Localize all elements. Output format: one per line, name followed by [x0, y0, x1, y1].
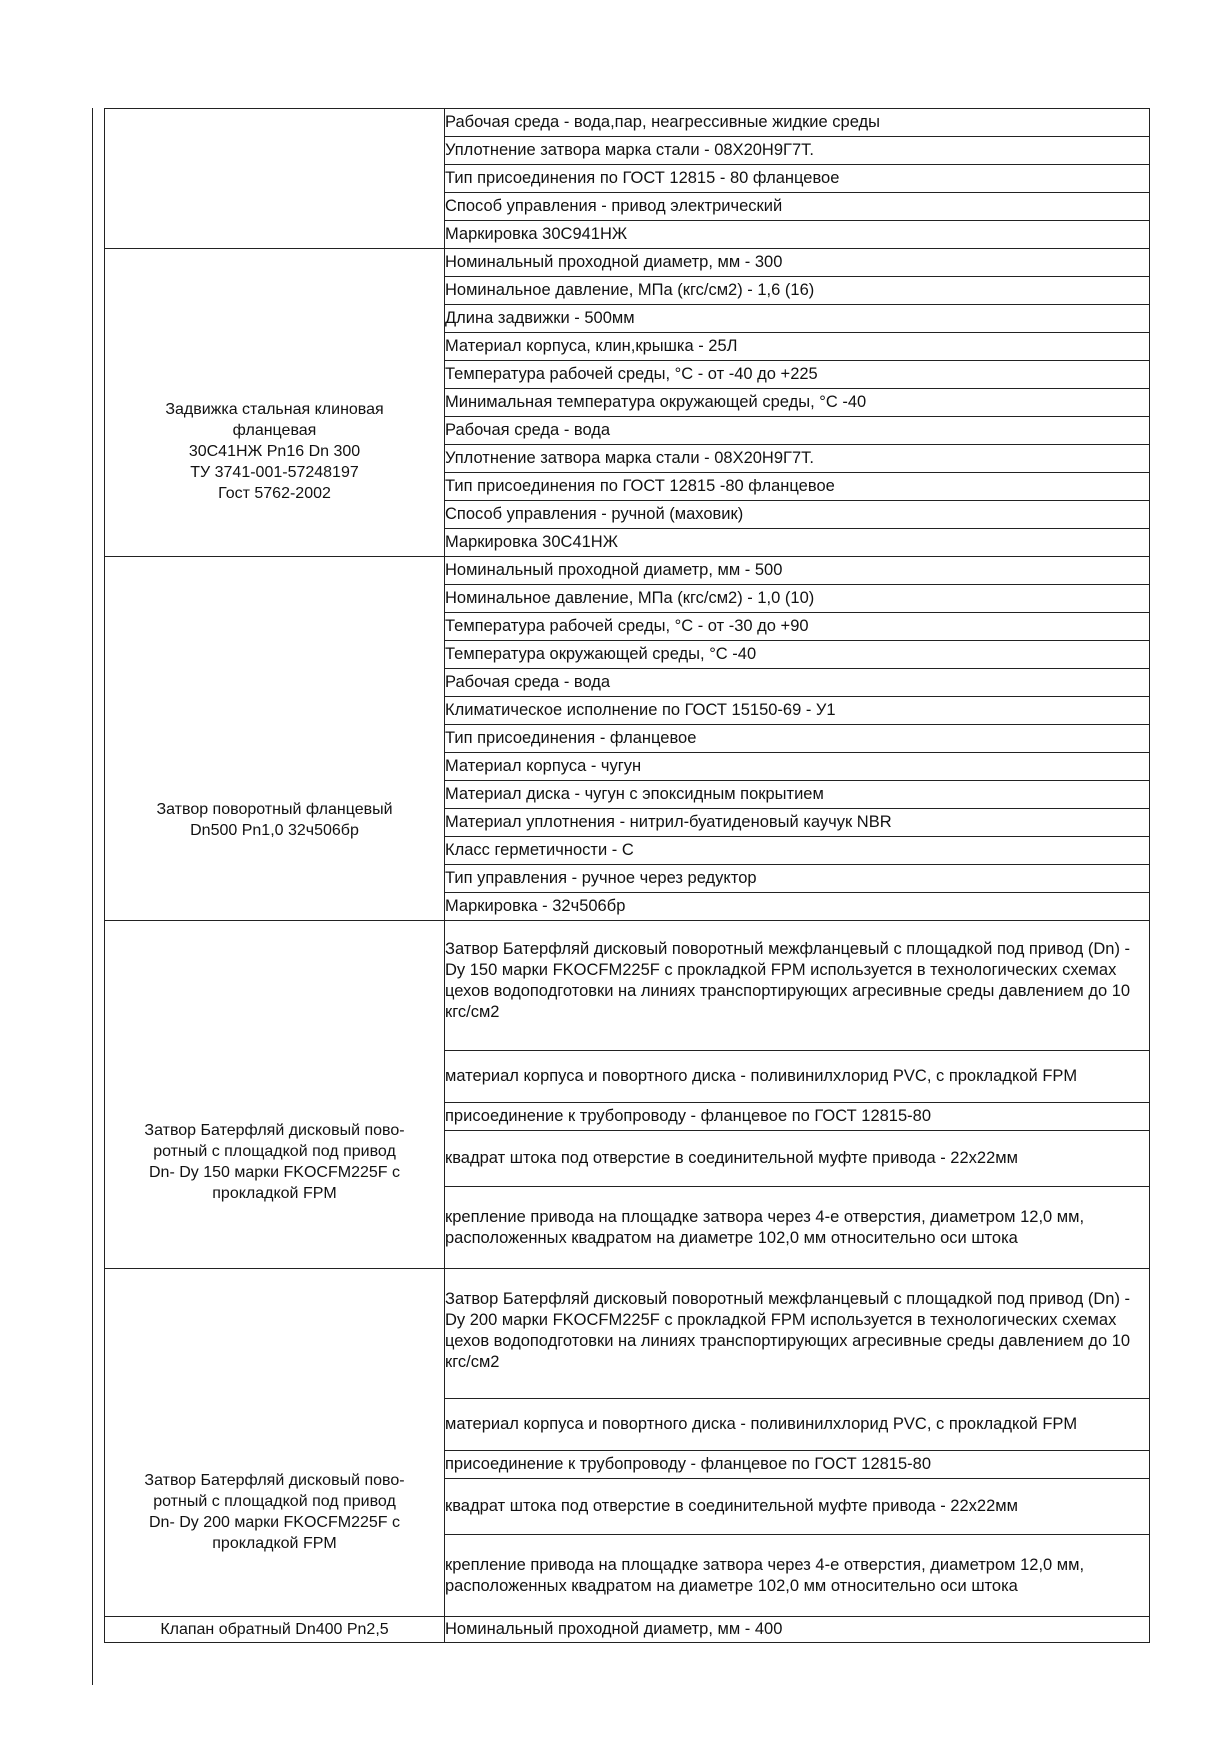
item-name-line: прокладкой FPM — [212, 1184, 337, 1202]
property-cell: Тип присоединения - фланцевое — [445, 725, 1150, 753]
property-cell: Маркировка 30С941НЖ — [445, 221, 1150, 249]
property-cell: Способ управления - привод электрический — [445, 193, 1150, 221]
property-cell: Материал уплотнения - нитрил-буатиденовый каучук NBR — [445, 809, 1150, 837]
property-cell: Номинальный проходной диаметр, мм - 300 — [445, 249, 1150, 277]
item-name-cell — [105, 1617, 445, 1643]
property-cell: Рабочая среда - вода — [445, 669, 1150, 697]
item-name-line: ротный с площадкой под привод — [153, 1492, 396, 1510]
property-cell: Номинальное давление, МПа (кгс/см2) - 1,6 (16) — [445, 277, 1150, 305]
property-cell: Рабочая среда - вода,пар, неагрессивные жидкие среды — [445, 109, 1150, 137]
property-cell: Номинальный проходной диаметр, мм - 400 — [445, 1617, 1150, 1643]
property-cell: Материал корпуса - чугун — [445, 753, 1150, 781]
property-cell: Тип присоединения по ГОСТ 12815 -80 фланцевое — [445, 473, 1150, 501]
property-cell: крепление привода на площадке затвора через 4-е отверстия, диаметром 12,0 мм, расположенных квадратом на диаметре 102,0 мм относительно оси штока — [445, 1187, 1150, 1269]
property-cell: материал корпуса и повортного диска - поливинилхлорид PVC, с прокладкой FPM — [445, 1051, 1150, 1103]
property-cell: Уплотнение затвора марка стали - 08Х20Н9Г7Т. — [445, 445, 1150, 473]
item-name-line: Затвор Батерфляй дисковый пово- — [144, 1121, 405, 1139]
table-row — [105, 921, 1150, 1051]
item-name-line: Затвор поворотный фланцевый — [156, 800, 393, 818]
item-name-line: фланцевая — [232, 422, 317, 439]
left-margin-rule — [92, 108, 93, 1685]
item-name-line: Затвор Батерфляй дисковый пово- — [144, 1471, 405, 1489]
item-name-line: прокладкой FPM — [212, 1534, 337, 1552]
item-name-cell — [105, 109, 445, 249]
item-name-line: Гост 5762-2002 — [218, 485, 331, 502]
property-cell: Уплотнение затвора марка стали - 08Х20Н9Г7Т. — [445, 137, 1150, 165]
table-row — [105, 557, 1150, 585]
property-cell: Минимальная температура окружающей среды, °С -40 — [445, 389, 1150, 417]
item-name-line: Dn- Dy 200 марки FKOCFM225F с — [148, 1513, 400, 1531]
table-row — [105, 249, 1150, 277]
property-cell: Материал диска - чугун с эпоксидным покрытием — [445, 781, 1150, 809]
property-cell: крепление привода на площадке затвора через 4-е отверстия, диаметром 12,0 мм, расположенных квадратом на диаметре 102,0 мм относительно оси штока — [445, 1535, 1150, 1617]
item-name-line: Клапан обратный Dn400 Pn2,5 — [160, 1621, 389, 1638]
table-row — [105, 1269, 1150, 1399]
property-cell: квадрат штока под отверстие в соединительной муфте привода - 22х22мм — [445, 1479, 1150, 1535]
property-cell: Номинальное давление, МПа (кгс/см2) - 1,0 (10) — [445, 585, 1150, 613]
property-cell: присоединение к трубопроводу - фланцевое по ГОСТ 12815-80 — [445, 1451, 1150, 1479]
item-name-line: Dn- Dy 150 марки FKOCFM225F с — [148, 1163, 400, 1181]
item-name-line: ротный с площадкой под привод — [153, 1142, 396, 1160]
property-cell: Класс герметичности - С — [445, 837, 1150, 865]
item-name-line: Dn500 Pn1,0 32ч506бр — [190, 821, 359, 839]
property-cell: Климатическое исполнение по ГОСТ 15150-69 - У1 — [445, 697, 1150, 725]
property-cell: Номинальный проходной диаметр, мм - 500 — [445, 557, 1150, 585]
item-name-line: ТУ 3741-001-57248197 — [190, 464, 359, 481]
property-cell: Температура окружающей среды, °С -40 — [445, 641, 1150, 669]
property-cell: Материал корпуса, клин,крышка - 25Л — [445, 333, 1150, 361]
property-cell: Рабочая среда - вода — [445, 417, 1150, 445]
property-cell: квадрат штока под отверстие в соединительной муфте привода - 22х22мм — [445, 1131, 1150, 1187]
property-cell: присоединение к трубопроводу - фланцевое по ГОСТ 12815-80 — [445, 1103, 1150, 1131]
property-cell: Температура рабочей среды, °С - от -30 до +90 — [445, 613, 1150, 641]
property-cell: Температура рабочей среды, °С - от -40 до +225 — [445, 361, 1150, 389]
property-cell: Затвор Батерфляй дисковый поворотный межфланцевый с площадкой под привод (Dn) - Dy 200 марки FKOCFM225F с прокладкой FPM используется в технологических схемах цехов водоподготовки на линиях транспортирующих агресивные среды давлением до 10 кгс/см2 — [445, 1269, 1150, 1399]
item-name-line: Задвижка стальная клиновая — [165, 401, 384, 418]
item-name-cell — [105, 249, 445, 557]
table-row — [105, 109, 1150, 137]
property-cell: Тип присоединения по ГОСТ 12815 - 80 фланцевое — [445, 165, 1150, 193]
item-name-cell — [105, 557, 445, 921]
property-cell: материал корпуса и повортного диска - поливинилхлорид PVC, с прокладкой FPM — [445, 1399, 1150, 1451]
property-cell: Маркировка - 32ч506бр — [445, 893, 1150, 921]
property-cell: Маркировка 30С41НЖ — [445, 529, 1150, 557]
property-cell: Длина задвижки - 500мм — [445, 305, 1150, 333]
item-name-cell — [105, 921, 445, 1269]
property-cell: Способ управления - ручной (маховик) — [445, 501, 1150, 529]
property-cell: Затвор Батерфляй дисковый поворотный межфланцевый с площадкой под привод (Dn) - Dy 150 марки FKOCFM225F с прокладкой FPM используется в технологических схемах цехов водоподготовки на линиях транспортирующих агресивные среды давлением до 10 кгс/см2 — [445, 921, 1150, 1051]
table-row — [105, 1617, 1150, 1643]
specification-table — [104, 108, 1150, 1643]
item-name-line: 30С41НЖ Pn16 Dn 300 — [188, 443, 361, 460]
item-name-cell — [105, 1269, 445, 1617]
property-cell: Тип управления - ручное через редуктор — [445, 865, 1150, 893]
